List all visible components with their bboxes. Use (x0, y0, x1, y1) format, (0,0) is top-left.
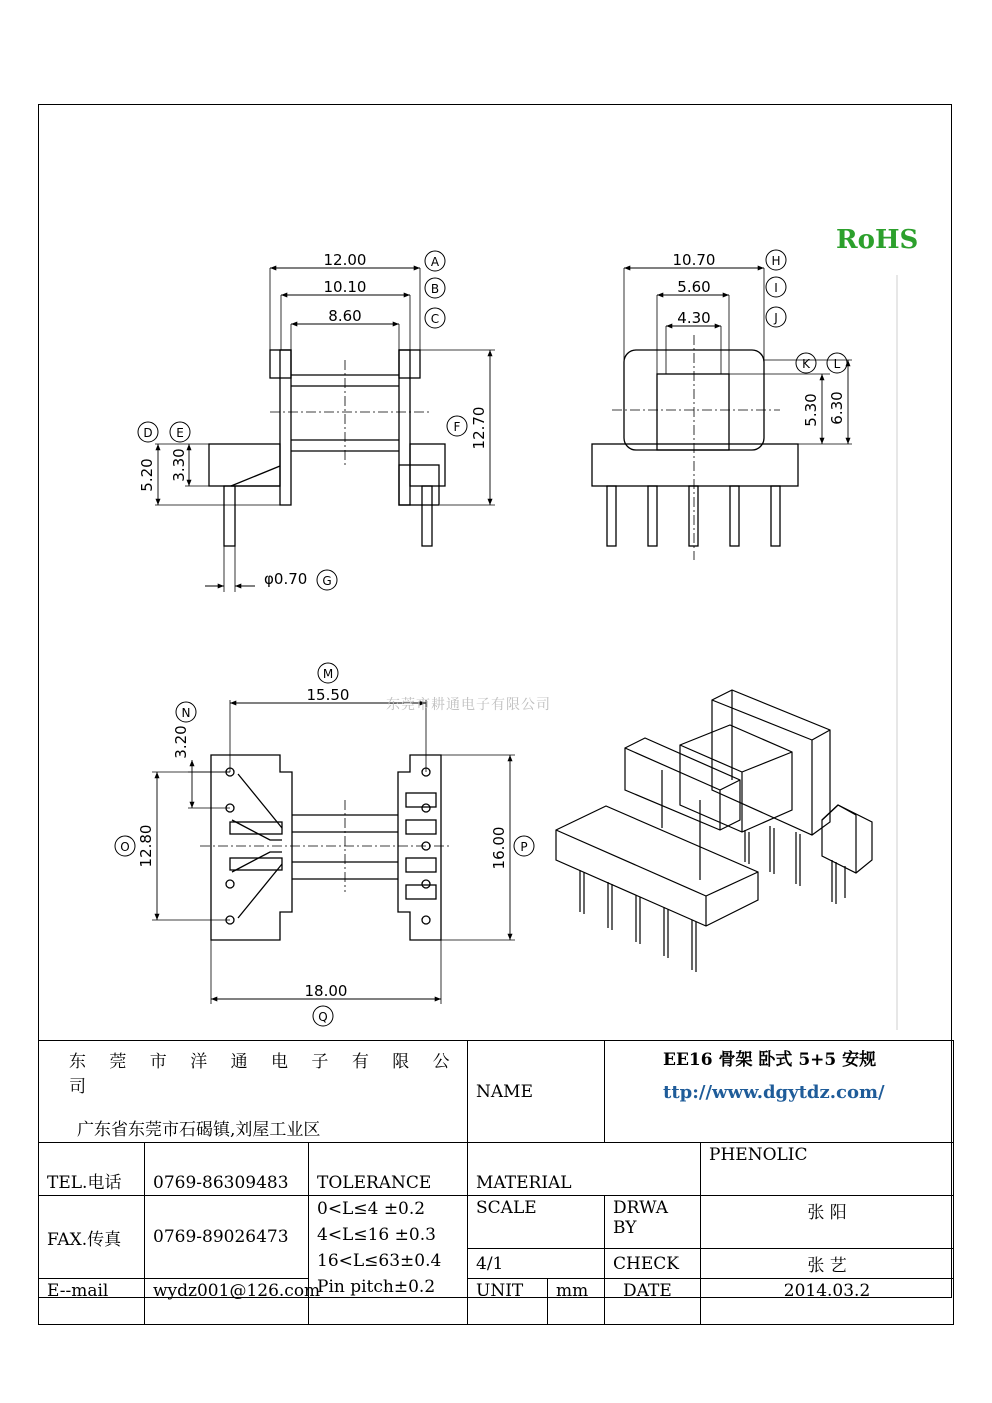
fax-value: 0769-89026473 (145, 1196, 309, 1279)
svg-text:C: C (430, 312, 440, 326)
callout-A (425, 251, 445, 271)
svg-text:G: G (322, 574, 332, 588)
isometric-view (556, 690, 872, 972)
scale-label: SCALE (468, 1196, 605, 1249)
callout-G (317, 570, 337, 590)
svg-text:J: J (774, 311, 778, 325)
callout-E (170, 422, 190, 442)
svg-text:B: B (430, 282, 440, 296)
website-url: ttp://www.dgytdz.com/ (663, 1082, 885, 1103)
material-value: PHENOLIC (701, 1143, 954, 1196)
svg-text:O: O (120, 840, 130, 854)
callout-L (827, 353, 847, 373)
svg-text:I: I (774, 281, 778, 295)
title-block (38, 1040, 954, 1325)
callout-H (766, 250, 786, 270)
dim-A: 12.00 (323, 251, 367, 269)
callout-J (766, 307, 786, 327)
dim-D: 5.20 (138, 458, 156, 492)
callout-P (514, 836, 534, 856)
check-label: CHECK (605, 1249, 701, 1279)
dim-P: 16.00 (490, 826, 508, 870)
callout-I (766, 277, 786, 297)
dim-I: 5.60 (677, 278, 711, 296)
watermark-text: 东莞市耕通电子有限公司 (386, 697, 551, 713)
svg-text:P: P (520, 840, 528, 854)
unit-label: UNIT (468, 1279, 548, 1325)
svg-text:N: N (181, 706, 191, 720)
svg-text:D: D (143, 426, 153, 440)
date-label: DATE (605, 1279, 701, 1325)
callout-N (176, 702, 196, 722)
bottom-view (152, 700, 515, 1004)
svg-text:M: M (322, 667, 334, 681)
email-label: E--mail (39, 1279, 145, 1325)
name-value-cell (605, 1041, 954, 1143)
dim-K: 5.30 (802, 393, 820, 427)
dim-E: 3.30 (170, 448, 188, 482)
callout-B (425, 278, 445, 298)
callout-Q (313, 1006, 333, 1026)
front-view (155, 268, 495, 592)
tolerance-row-3: 16<L≤63±0.4 (317, 1251, 442, 1271)
dim-B: 10.10 (323, 278, 367, 296)
tolerance-row-1: 0<L≤4 ±0.2 (317, 1199, 426, 1219)
company-address: 广东省东莞市石碣镇,刘屋工业区 (77, 1120, 321, 1140)
callout-F (447, 416, 467, 436)
dim-N: 3.20 (172, 725, 190, 759)
drawn-label: DRWA BY (605, 1196, 701, 1249)
dim-L: 6.30 (828, 391, 846, 425)
dim-M: 15.50 (306, 686, 350, 704)
drawn-value: 张 阳 (701, 1196, 954, 1249)
svg-text:A: A (430, 255, 440, 269)
company-name: 东 莞 市 洋 通 电 子 有 限 公 司 (69, 1052, 459, 1097)
callout-O (115, 836, 135, 856)
svg-text:K: K (802, 357, 810, 371)
dim-F: 12.70 (470, 406, 488, 450)
svg-text:L: L (833, 357, 841, 371)
callout-D (138, 422, 158, 442)
dim-H: 10.70 (672, 251, 716, 269)
dim-J: 4.30 (677, 309, 711, 327)
svg-text:H: H (771, 254, 781, 268)
svg-text:F: F (453, 420, 461, 434)
check-value: 张 艺 (701, 1249, 954, 1279)
svg-text:Q: Q (318, 1010, 328, 1024)
tel-label: TEL.电话 (39, 1143, 145, 1196)
date-value: 2014.03.2 (701, 1279, 954, 1325)
company-cell (39, 1041, 468, 1143)
fax-label: FAX.传真 (39, 1196, 145, 1279)
dim-G: φ0.70 (264, 570, 308, 588)
dim-C: 8.60 (328, 307, 362, 325)
dim-Q: 18.00 (304, 982, 348, 1000)
part-name: EE16 骨架 卧式 5+5 安规 (663, 1050, 877, 1070)
tolerance-row-4: Pin pitch±0.2 (317, 1277, 436, 1297)
tel-value: 0769-86309483 (145, 1143, 309, 1196)
callout-K (796, 353, 816, 373)
unit-value: mm (548, 1279, 605, 1325)
svg-text:E: E (176, 426, 184, 440)
dim-O: 12.80 (137, 824, 155, 868)
callout-C (425, 308, 445, 328)
tolerance-row-2: 4<L≤16 ±0.3 (317, 1225, 436, 1245)
email-value: wydz001@126.com (145, 1279, 309, 1325)
rohs-label: RoHS (836, 225, 919, 255)
scale-value: 4/1 (468, 1249, 605, 1279)
callout-M (318, 663, 338, 683)
material-label: MATERIAL (468, 1143, 701, 1196)
name-label: NAME (468, 1041, 605, 1143)
tolerance-label: TOLERANCE (309, 1143, 468, 1196)
tolerance-values (309, 1196, 468, 1325)
